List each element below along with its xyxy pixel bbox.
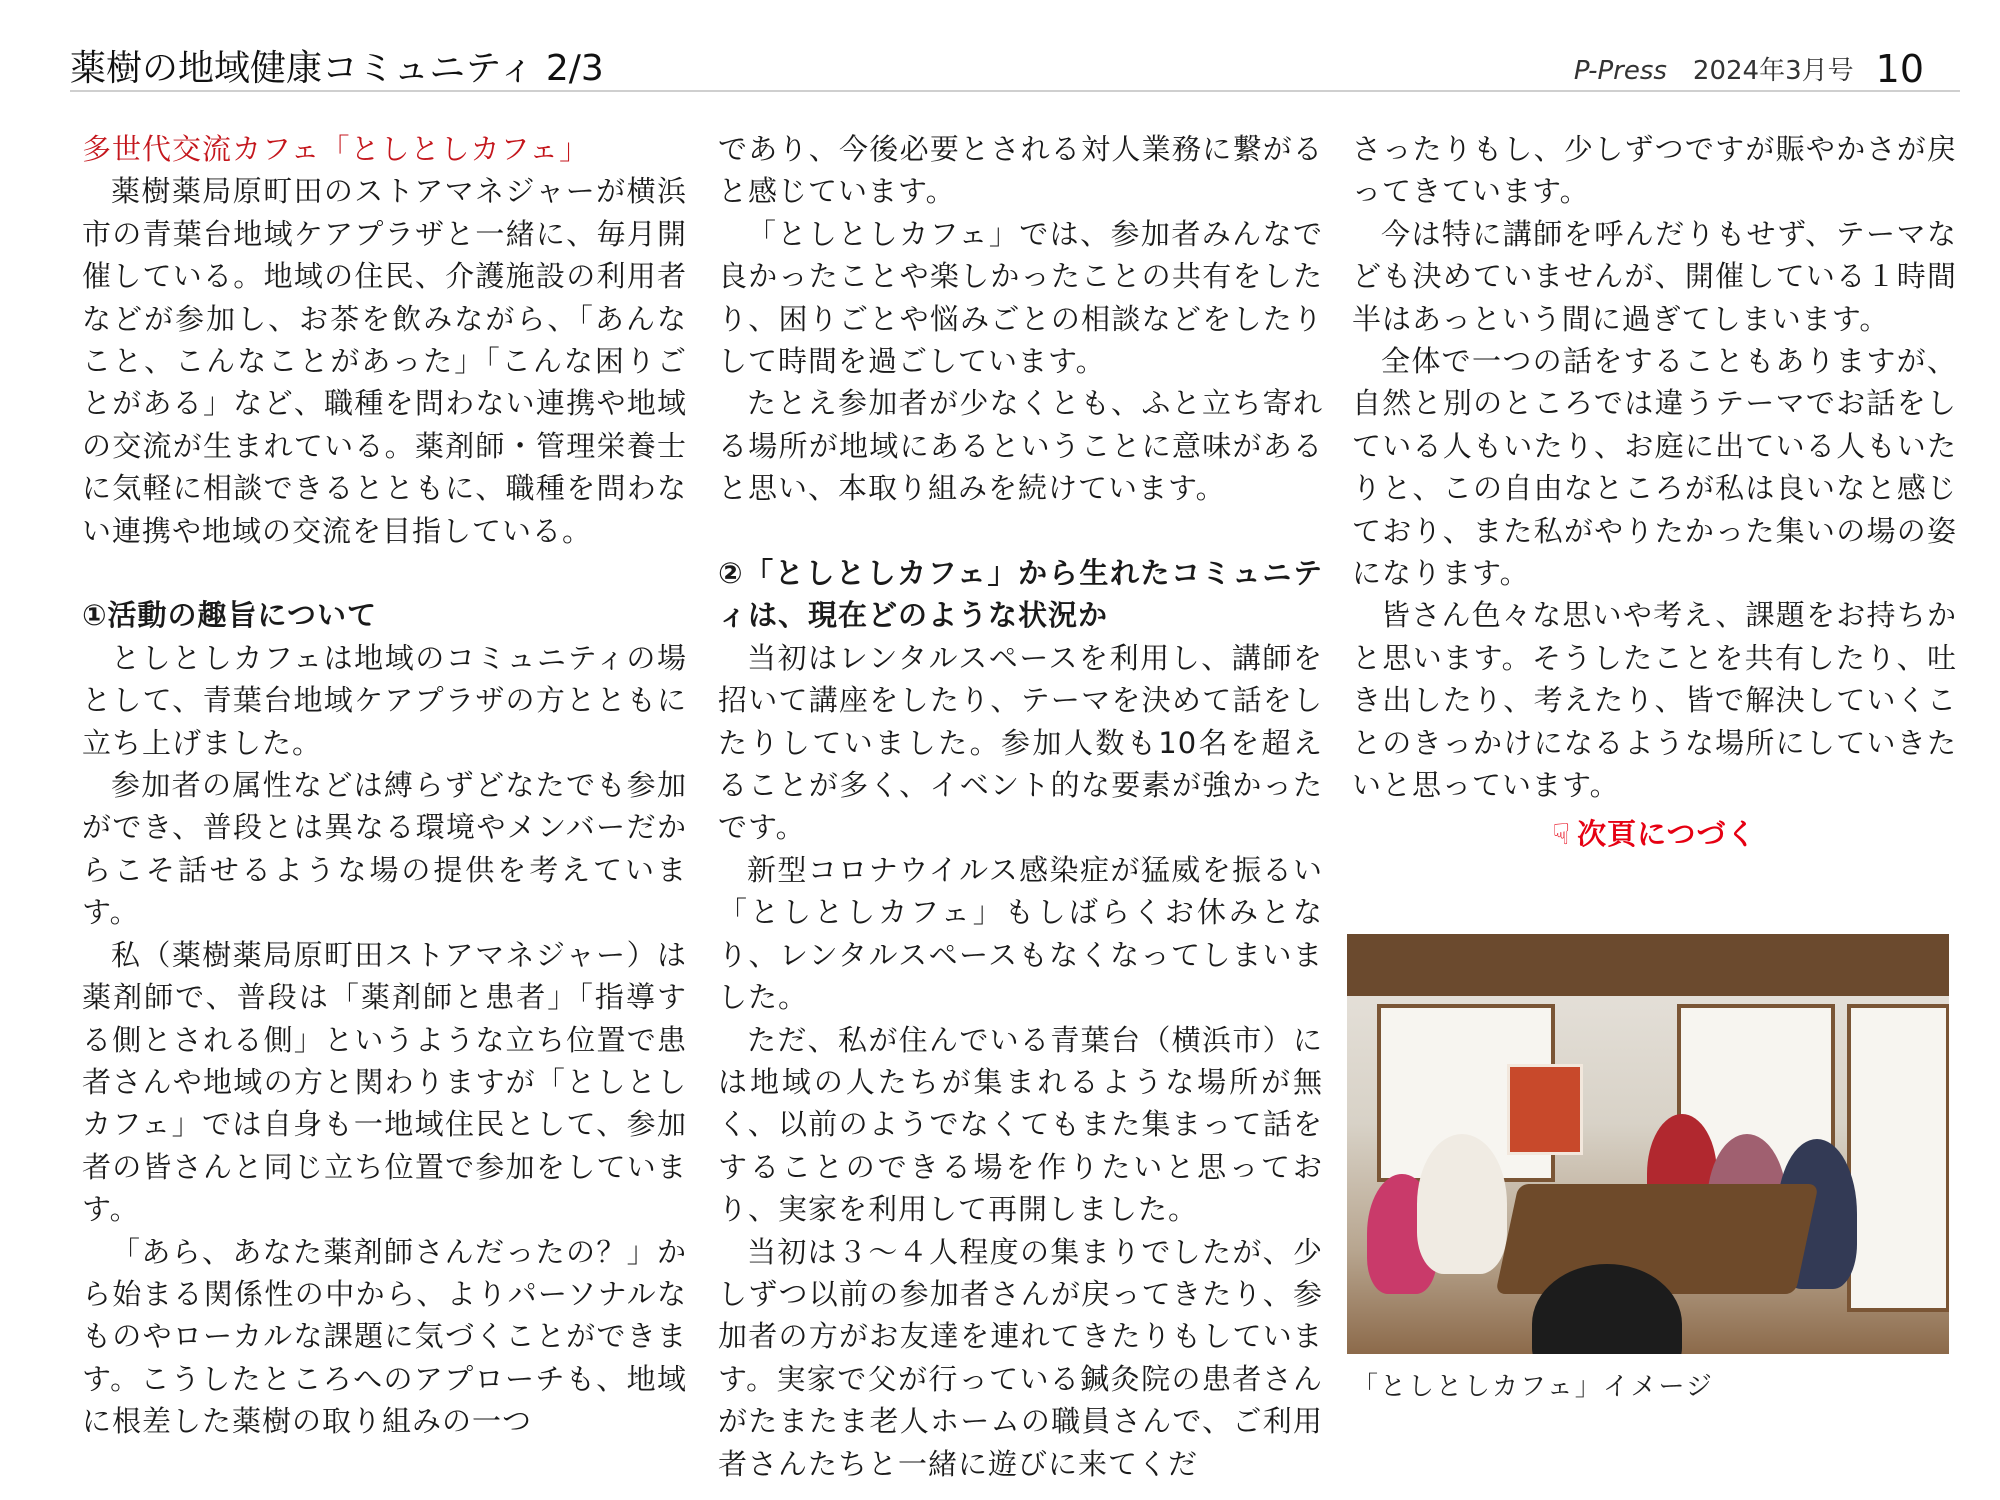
paragraph: 当初は３～４人程度の集まりでしたが、少しずつ以前の参加者さんが戻ってきたり、参加者の方がお友達を連れてきたりもしています。実家で父が行っている鍼灸院の患者さんがたまたま老人ホームの職員さんで、ご利用者さんたちと一緒に遊びに来てくだ: [718, 1234, 1323, 1481]
cafe-photo: [1347, 934, 1949, 1354]
paragraph: 今は特に講師を呼んだりもせず、テーマなども決めていませんが、開催している１時間半はあっという間に過ぎてしまいます。: [1352, 216, 1957, 336]
photo-caption: 「としとしカフェ」イメージ: [1352, 1372, 1714, 1402]
paragraph: さったりもし、少しずつですが賑やかさが戻ってきています。: [1352, 132, 1957, 209]
paragraph: であり、今後必要とされる対人業務に繋がると感じています。: [718, 132, 1323, 209]
paragraph: 皆さん色々な思いや考え、課題をお持ちかと思います。そうしたことを共有したり、吐き出したり、考えたり、皆で解決していくことのきっかけになるような場所にしていきたいと思っています。: [1352, 598, 1957, 803]
article-column-1: [82, 128, 687, 1443]
paragraph: 当初はレンタルスペースを利用し、講師を招いて講座をしたり、テーマを決めて話をしたりしていました。参加人数も10名を超えることが多く、イベント的な要素が強かったです。: [718, 640, 1323, 845]
paragraph: 全体で一つの話をすることもありますが、自然と別のところでは違うテーマでお話をしている人もいたり、お庭に出ている人もいたりと、この自由なところが私は良いなと感じており、また私がやりたかった集いの場の姿になります。: [1352, 344, 1957, 591]
paragraph: 「としとしカフェ」では、参加者みんなで良かったことや楽しかったことの共有をしたり、困りごとや悩みごとの相談などをしたりして時間を過ごしています。: [718, 216, 1323, 379]
article-intro: 薬樹薬局原町田のストアマネジャーが横浜市の青葉台地域ケアプラザと一緒に、毎月開催している。地域の住民、介護施設の利用者などが参加し、お茶を飲みながら、「あんなこと、こんなことがあった」「こんな困りごとがある」など、職種を問わない連携や地域の交流が生まれている。薬剤師・管理栄養士に気軽に相談できるとともに、職種を問わない連携や地域の交流を目指している。: [82, 174, 687, 548]
paragraph: 参加者の属性などは縛らずどなたでも参加ができ、普段とは異なる環境やメンバーだからこそ話せるような場の提供を考えています。: [82, 768, 687, 930]
paragraph: 私（薬樹薬局原町田ストアマネジャー）は薬剤師で、普段は「薬剤師と患者」「指導する側とされる側」というような立ち位置で患者さんや地域の方と関わりますが「としとしカフェ」では自身も一地域住民として、参加者の皆さんと同じ立ち位置で参加をしています。: [82, 937, 687, 1227]
section-heading-2: ②「としとしカフェ」から生れたコミュニティは、現在どのような状況か: [718, 556, 1323, 633]
paragraph: たとえ参加者が少なくとも、ふと立ち寄れる場所が地域にあるということに意味があると思い、本取り組みを続けています。: [718, 386, 1323, 506]
section-heading-1: ①活動の趣旨について: [82, 598, 377, 633]
issue-date: 2024年3月号: [1692, 56, 1854, 86]
paragraph: としとしカフェは地域のコミュニティの場として、青葉台地域ケアプラザの方とともに立ち上げました。: [82, 640, 687, 760]
article-title: 多世代交流カフェ「としとしカフェ」: [82, 132, 590, 166]
paragraph: ただ、私が住んでいる青葉台（横浜市）には地域の人たちが集まれるような場所が無く、以前のようでなくてもまた集まって話をすることのできる場を作りたいと思っており、実家を利用して再開しました。: [718, 1022, 1323, 1227]
continue-notice: [1352, 813, 1957, 855]
pointing-hand-icon: ☟: [1552, 816, 1572, 851]
issue-info: [1573, 44, 1924, 91]
page-number: 10: [1875, 47, 1924, 91]
publication-name: P-Press: [1573, 56, 1667, 86]
paragraph: 新型コロナウイルス感染症が猛威を振るい「としとしカフェ」もしばらくお休みとなり、レンタルスペースもなくなってしまいました。: [718, 852, 1323, 1015]
article-column-2: [718, 128, 1323, 1485]
continue-label: 次頁につづく: [1577, 816, 1757, 851]
paragraph: 「あら、あなた薬剤師さんだったの？」から始まる関係性の中から、よりパーソナルなものやローカルな課題に気づくことができます。こうしたところへのアプローチも、地域に根差した薬樹の取り組みの一つ: [82, 1234, 687, 1439]
page-title: 薬樹の地域健康コミュニティ 2/3: [70, 48, 604, 89]
article-column-3: [1352, 128, 1957, 855]
page-header: [70, 36, 1960, 92]
